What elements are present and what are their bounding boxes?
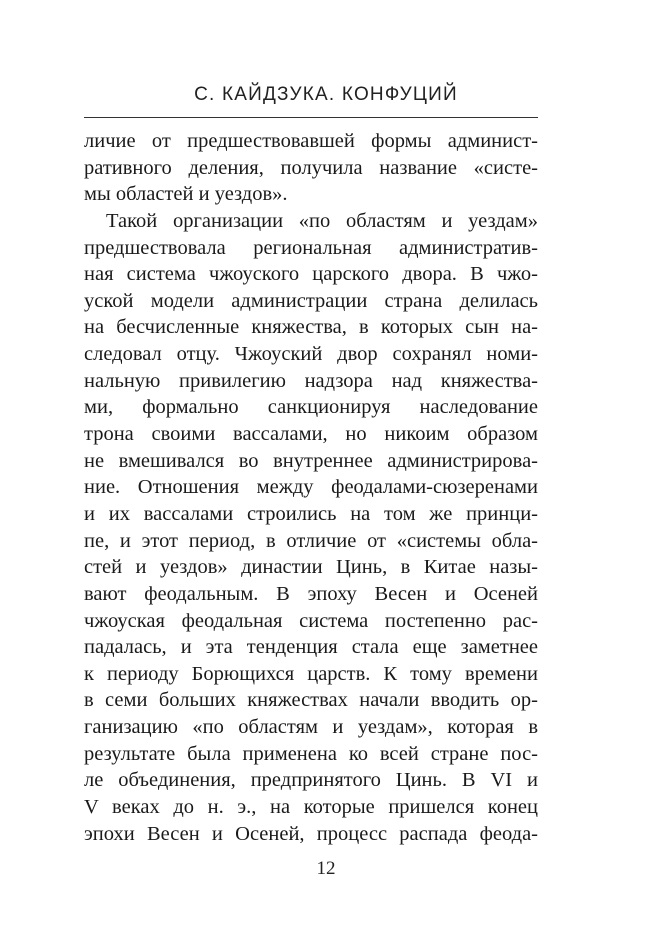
text-line: ле объединения, предпринятого Цинь. В VI и [84,769,538,792]
text-line: нальную привилегию надзора над княжества- [84,369,538,392]
text-line: пе, и этот период, в отличие от «системы обла- [84,529,538,552]
text-line: чжоуская феодальная система постепенно рас- [84,609,538,632]
text-line: не вмешивался во внутреннее администрирова- [84,449,538,472]
text-line: Такой организации «по областям и уездам» [106,209,538,232]
text-line: следовал отцу. Чжоуский двор сохранял номи- [84,343,538,366]
text-line: на бесчисленные княжества, в которых сын на- [84,316,538,339]
text-line: ративного деления, получила название «систе- [84,156,538,179]
text-line: эпохи Весен и Осеней, процесс распада феода- [84,822,538,845]
text-line: падалась, и эта тенденция стала еще заметнее [84,636,538,659]
text-line: стей и уездов» династии Цинь, в Китае назы- [84,556,538,579]
header-rule [84,117,538,118]
text-line: ми, формально санкционируя наследование [84,396,538,419]
text-line: ние. Отношения между феодалами-сюзеренами [84,476,538,499]
text-line: результате была применена ко всей стране пос- [84,742,538,765]
text-line: ная система чжоуского царского двора. В чжо- [84,263,538,286]
body-text [84,128,538,847]
text-line: и их вассалами строились на том же принци- [84,502,538,525]
running-head-title: С. КАЙДЗУКА. КОНФУЦИЙ [194,84,458,105]
page-number: 12 [316,858,336,879]
text-line: вают феодальным. В эпоху Весен и Осеней [84,582,538,605]
text-line: ганизацию «по областям и уездам», которая в [84,716,538,739]
text-line: V веках до н. э., на которые пришелся конец [84,796,538,819]
text-line: к периоду Борющихся царств. К тому времени [84,662,538,685]
text-line: уской модели администрации страна делилась [84,289,538,312]
text-line: личие от предшествовавшей формы админист- [84,130,538,152]
text-line: предшествовала региональная административ- [84,236,538,259]
text-line: в семи больших княжествах начали вводить ор- [84,689,538,712]
text-line: трона своими вассалами, но никоим образом [84,423,538,446]
text-line: мы областей и уездов». [84,183,288,206]
